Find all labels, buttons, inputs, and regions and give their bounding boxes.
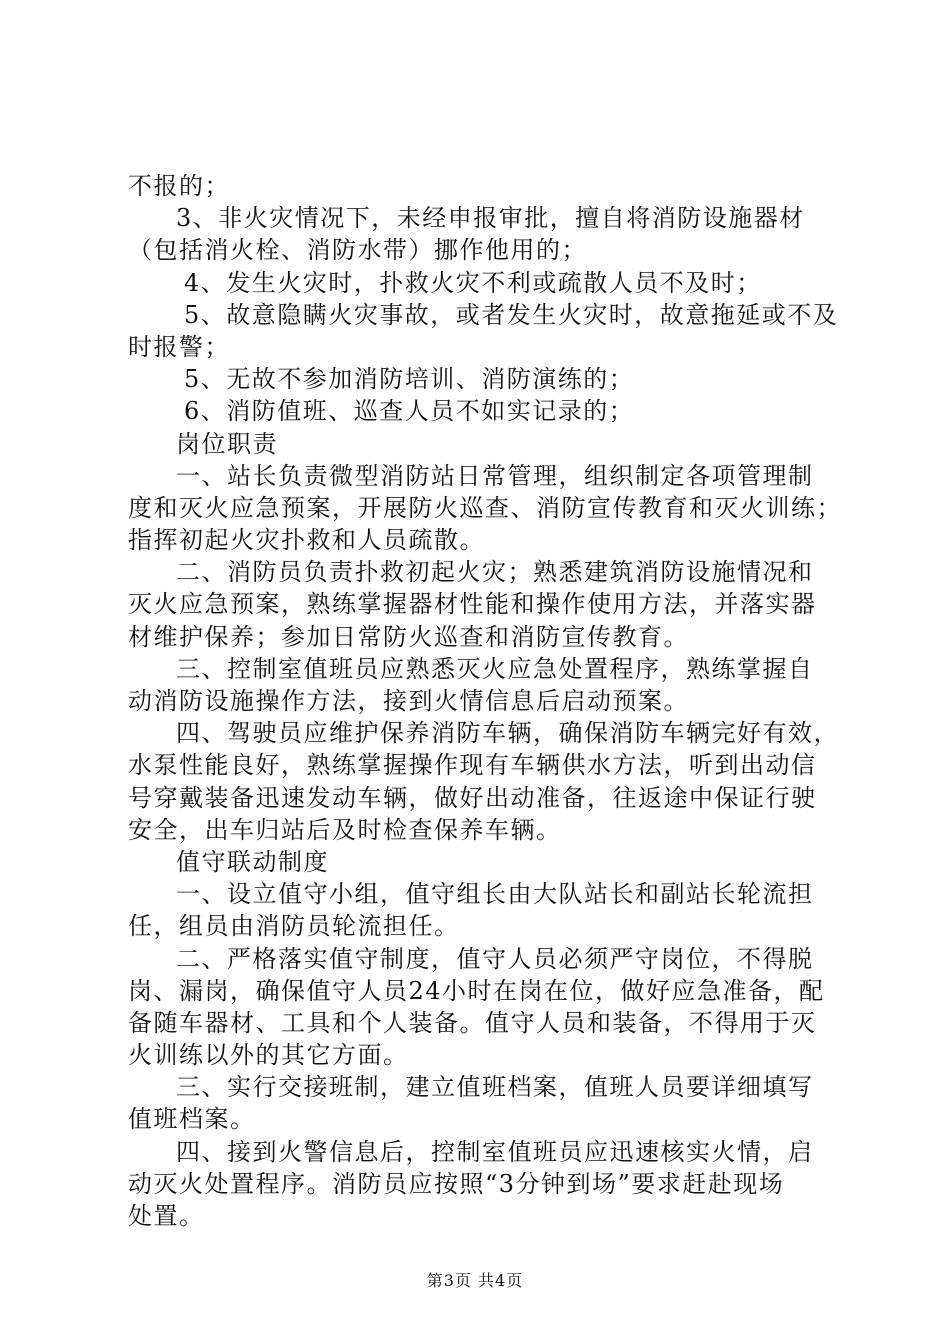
paragraph-line: 灭火应急预案，熟练掌握器材性能和操作使用方法，并落实器: [128, 590, 817, 619]
list-item: 6、消防值班、巡查人员不如实记录的；: [184, 397, 635, 426]
paragraph-line: 度和灭火应急预案，开展防火巡查、消防宣传教育和灭火训练；: [128, 493, 842, 522]
paragraph-line: 三、实行交接班制，建立值班档案，值班人员要详细填写: [176, 1073, 814, 1102]
section-heading: 岗位职责: [176, 429, 278, 458]
text-line: 不报的；: [128, 172, 230, 200]
paragraph-line: 一、站长负责微型消防站日常管理，组织制定各项管理制: [176, 461, 814, 490]
paragraph-line: 指挥初起火灾扑救和人员疏散。: [128, 526, 485, 555]
paragraph-line: 岗、漏岗，确保值守人员24小时在岗在位，做好应急准备，配: [128, 976, 825, 1005]
paragraph-line: 四、接到火警信息后，控制室值班员应迅速核实火情，启: [176, 1137, 814, 1166]
paragraph-line: 火训练以外的其它方面。: [128, 1041, 409, 1070]
paragraph-line: 号穿戴装备迅速发动车辆，做好出动准备，往返途中保证行驶: [128, 783, 817, 812]
paragraph-line: 二、消防员负责扑救初起火灾；熟悉建筑消防设施情况和: [176, 558, 814, 587]
list-item: 5、无故不参加消防培训、消防演练的；: [184, 365, 635, 394]
list-item: 4、发生火灾时，扑救火灾不利或疏散人员不及时；: [184, 268, 762, 297]
list-item: 3、非火灾情况下，未经申报审批，擅自将消防设施器材: [176, 204, 805, 233]
paragraph-line: 备随车器材、工具和个人装备。值守人员和装备，不得用于灭: [128, 1008, 817, 1037]
paragraph-line: 三、控制室值班员应熟悉灭火应急处置程序，熟练掌握自: [176, 654, 814, 683]
paragraph-line: 任，组员由消防员轮流担任。: [128, 912, 460, 941]
paragraph-line: 四、驾驶员应维护保养消防车辆，确保消防车辆完好有效，: [176, 719, 839, 748]
paragraph-line: 动灭火处置程序。消防员应按照“3分钟到场”要求赶赴现场: [128, 1169, 785, 1198]
paragraph-line: 处置。: [128, 1202, 205, 1230]
paragraph-line: 安全，出车归站后及时检查保养车辆。: [128, 815, 562, 844]
list-item: 5、故意隐瞒火灾事故，或者发生火灾时，故意拖延或不及: [184, 300, 839, 329]
document-body: [128, 170, 840, 1232]
paragraph-line: 二、严格落实值守制度，值守人员必须严守岗位，不得脱: [176, 944, 814, 973]
paragraph-line: 一、设立值守小组，值守组长由大队站长和副站长轮流担: [176, 880, 814, 909]
paragraph-line: 动消防设施操作方法，接到火情信息后启动预案。: [128, 687, 689, 715]
page-footer: 第3页 共4页: [426, 1271, 524, 1290]
paragraph-line: 值班档案。: [128, 1105, 256, 1134]
text-line: 时报警；: [128, 332, 230, 361]
paragraph-line: 材维护保养；参加日常防火巡查和消防宣传教育。: [128, 622, 689, 651]
section-heading: 值守联动制度: [176, 847, 329, 876]
paragraph-line: 水泵性能良好，熟练掌握操作现有车辆供水方法，听到出动信: [128, 751, 817, 780]
text-line: （包括消火栓、消防水带）挪作他用的；: [128, 236, 587, 265]
